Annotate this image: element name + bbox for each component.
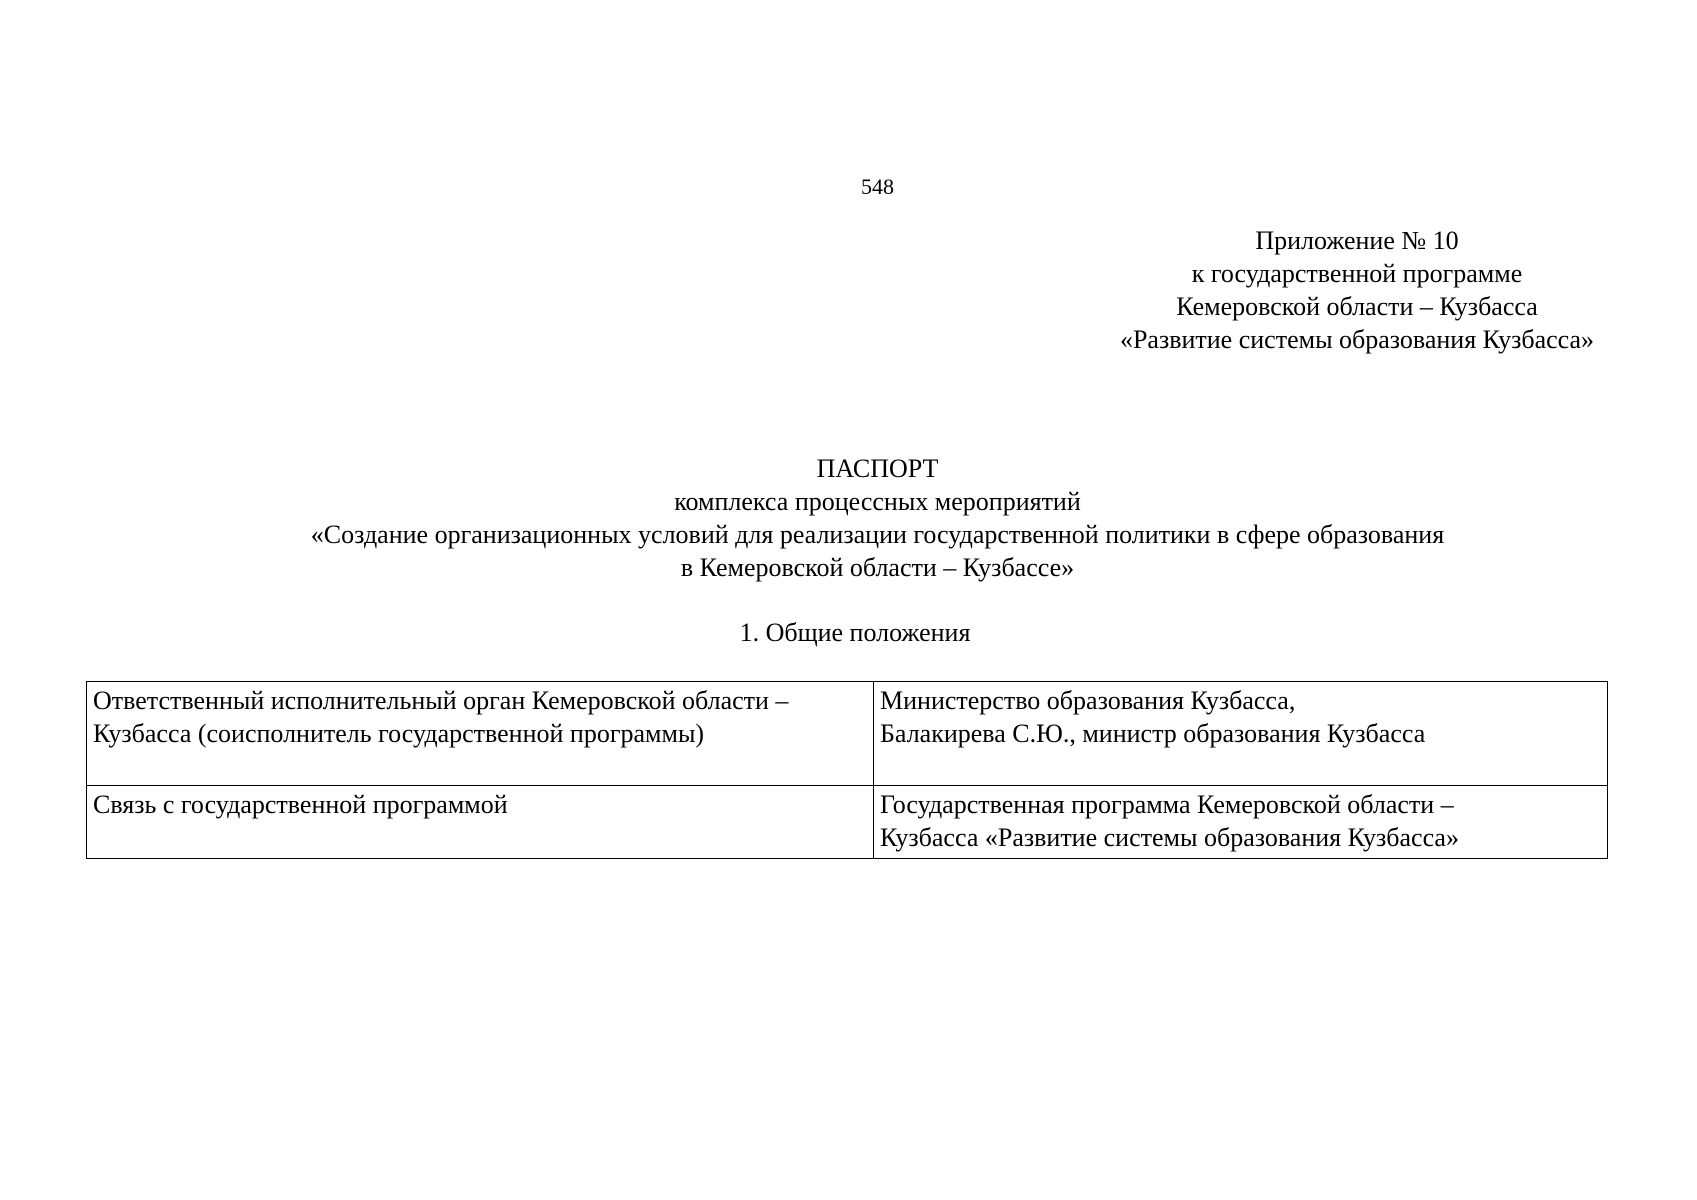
- table-cell-label: [87, 682, 874, 786]
- table-row: [87, 682, 1608, 786]
- cell-text-line: Государственная программа Кемеровской области –: [880, 790, 1454, 819]
- page-number: 548: [861, 174, 894, 199]
- appendix-line: Кемеровской области – Кузбасса: [1176, 292, 1538, 321]
- passport-name-line: «Создание организационных условий для реализации государственной политики в сфере образования: [310, 520, 1445, 549]
- appendix-header: [1092, 224, 1622, 356]
- general-provisions-table: [86, 681, 1608, 859]
- table-cell-value: [874, 786, 1608, 859]
- table-cell-value: [874, 682, 1608, 786]
- passport-heading: [0, 452, 1697, 584]
- cell-text-line: Министерство образования Кузбасса,: [880, 686, 1296, 715]
- cell-text-line: Балакирева С.Ю., министр образования Кузбасса: [880, 719, 1426, 748]
- cell-text-line: Ответственный исполнительный орган Кемеровской области –: [93, 686, 789, 715]
- appendix-line: Приложение № 10: [1255, 226, 1459, 255]
- passport-title: ПАСПОРТ: [816, 454, 939, 483]
- section-title: 1. Общие положения: [739, 618, 971, 647]
- table-row: [87, 786, 1608, 859]
- cell-text-line: Кузбасса (соисполнитель государственной программы): [93, 719, 705, 748]
- passport-subtitle: комплекса процессных мероприятий: [674, 487, 1081, 516]
- appendix-line: «Развитие системы образования Кузбасса»: [1119, 325, 1595, 354]
- table-cell-label: [87, 786, 874, 859]
- appendix-line: к государственной программе: [1191, 259, 1523, 288]
- passport-name-line: в Кемеровской области – Кузбассе»: [680, 553, 1075, 582]
- cell-text-line: Кузбасса «Развитие системы образования Кузбасса»: [880, 823, 1459, 852]
- cell-text-line: Связь с государственной программой: [93, 790, 508, 819]
